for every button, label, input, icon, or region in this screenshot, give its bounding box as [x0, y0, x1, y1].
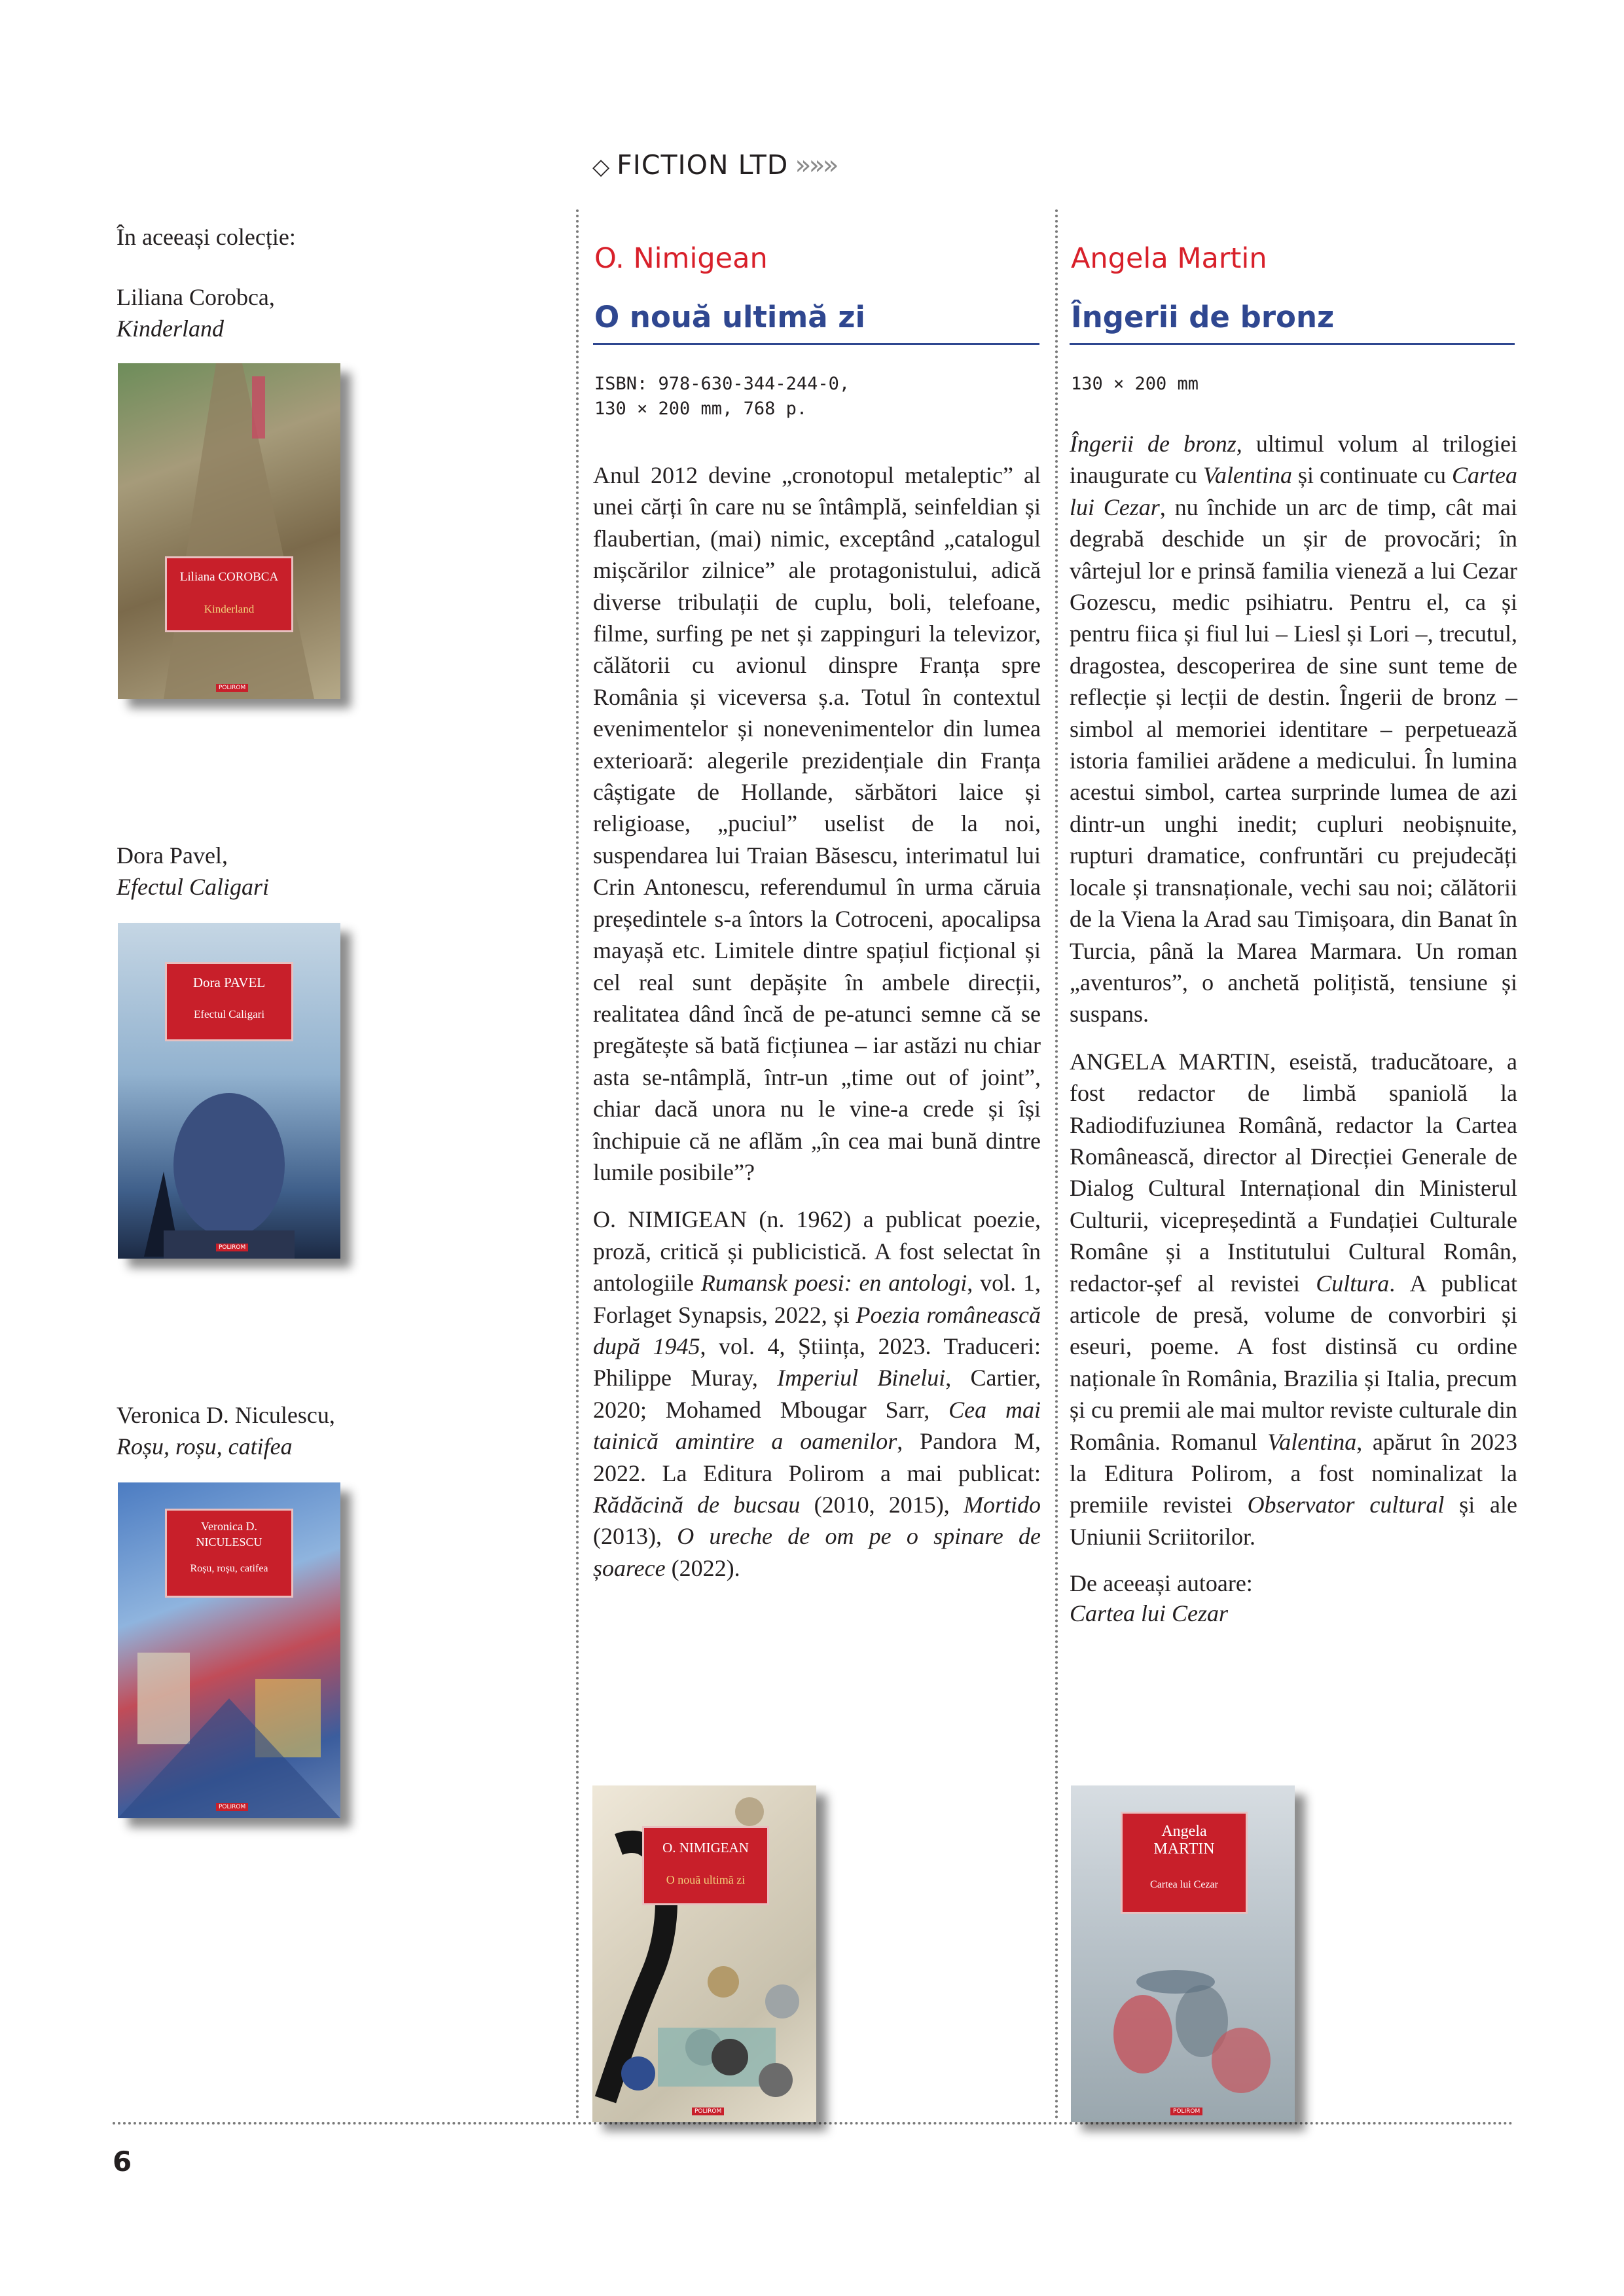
polirom-logo: POLIROM	[216, 1803, 248, 1811]
book-1-bio: O. NIMIGEAN (n. 1962) a publicat poezie, proză, critică și publicistică. A fost selectat în antologiile Rumansk poesi: en antologi, vol. 1, Forlaget Synapsis, 2022, și Poezia românească după 1945, vol. 4, Știința, 2023. Traduceri: Philippe Muray, Imperiul Binelui, Cartier, 2020; Mohamed Mbougar Sarr, Cea mai tainică amintire a oamenilor, Pandora M, 2022. La Editura Polirom a mai publicat: Rădăcină de bucsau (2010, 2015), Mortido (2013), O ureche de om pe o spinare de șoarece (2022).	[593, 1206, 1041, 1581]
sidebar-book-1-label	[117, 281, 385, 344]
book-1-title: O nouă ultimă zi	[594, 300, 865, 334]
sidebar-book-3-author: Veronica D. Niculescu,	[117, 1402, 335, 1428]
book-1-cover[interactable]	[592, 1785, 816, 2122]
sidebar-book-3-label	[117, 1399, 385, 1462]
book-1-author: O. Nimigean	[594, 242, 768, 275]
book-2-bio: ANGELA MARTIN, eseistă, traducătoare, a fost redactor de limbă spaniolă la Radiodifuziunea Română, redactor la Cartea Românească, director al Direcției Generale de Dialog Cultural Internațional din Ministerul Culturii, vicepreședintă a Fundației Culturale Române și a Institutului Cultural Român, redactor-șef al revistei Cultura. A publicat articole de presă, volume de convorbiri și eseuri, poeme. A fost distinsă cu ordine naționale în România, Brazilia și Italia, precum și cu premii ale mai multor reviste culturale din România. Romanul Valentina, apărut în 2023 la Editura Polirom, a fost nominalizat la premiile revistei Observator cultural și ale Uniunii Scriitorilor.	[1070, 1048, 1518, 1550]
footer-rule	[113, 2122, 1513, 2125]
polirom-logo: POLIROM	[216, 1244, 248, 1251]
polirom-logo: POLIROM	[216, 684, 248, 692]
sidebar-book-3-title: Roșu, roșu, catifea	[117, 1433, 293, 1460]
book-2-format: 130 × 200 mm	[1071, 374, 1199, 394]
collection-heading: În aceeași colecție:	[117, 224, 296, 250]
book-2-title-rule	[1070, 343, 1515, 345]
column-divider-left	[576, 209, 579, 2121]
sidebar-book-1-cover[interactable]	[118, 363, 340, 699]
sidebar-book-2-cover-label: Dora PAVEL Efectul Caligari	[165, 962, 293, 1041]
book-2-description: Îngerii de bronz, ultimul volum al trilogiei inaugurate cu Valentina și continuate cu Cartea lui Cezar, nu închide un arc de timp, cât mai degrabă deschide un șir de provocări; în vârtejul lor e prinsă familia vieneză a lui Cezar Gozescu, medic psihiatru. Pentru el, ca și pentru fiica și fiul lui – Liesl și Lori –, trecutul, dragostea, descoperirea de sine sunt teme de reflecție și lecții de destin. Îngerii de bronz – simbol al memoriei identitare – perpetuează istoria familiei arădene a medicului. În lumina acestui simbol, cartea surprinde lumea de azi dintr-un unghi inedit; cupluri neobișnuite, rupturi dramatice, confruntări cu prejudecăți locale și transnaționale, vechi sau noi; călătorii de la Viena la Arad sau Timișoara, din Banat în Turcia, până la Marea Marmara. Un roman „aventuros”, o anchetă polițistă, tensiune și suspans.	[1070, 431, 1518, 1028]
diamond-icon: ◇	[592, 154, 611, 180]
sidebar-book-3-cover[interactable]	[118, 1482, 340, 1818]
book-2-cover-label: Angela MARTIN Cartea lui Cezar	[1121, 1812, 1248, 1914]
book-2-author: Angela Martin	[1071, 242, 1267, 275]
sidebar-book-1-title: Kinderland	[117, 315, 225, 342]
sidebar-book-2-label	[117, 840, 385, 903]
series-header	[592, 149, 837, 181]
sidebar-book-2-title: Efectul Caligari	[117, 874, 269, 900]
series-name: FICTION LTD	[617, 149, 789, 181]
book-1-isbn: ISBN: 978-630-344-244-0, 130 × 200 mm, 768 p.	[594, 374, 850, 419]
page-number: 6	[113, 2145, 132, 2178]
polirom-logo: POLIROM	[1170, 2108, 1202, 2115]
book-1-text	[593, 459, 1041, 1600]
sidebar-book-2-author: Dora Pavel,	[117, 842, 228, 869]
sidebar-book-1-cover-label: Liliana COROBCA Kinderland	[165, 556, 293, 632]
book-2-text	[1070, 428, 1517, 1644]
book-2-also-by: De aceeași autoare: Cartea lui Cezar	[1070, 1570, 1253, 1627]
sidebar-book-1-author: Liliana Corobca,	[117, 284, 275, 310]
book-1-description: Anul 2012 devine „cronotopul metaleptic” al unei cărți în care nu se întâmplă, seinfeldian și flaubertian, (mai) nimic, exceptând „catalogul mișcărilor zilnice” ale protagonistului, adică diverse tribulații de cuplu, boli, telefoane, filme, surfing pe net și zappinguri la televizor, călătorii cu avionul dinspre Franța spre România și viceversa ș.a. Totul în contextul evenimentelor și nonevenimentelor din lumea exterioară: alegerile prezidențiale din Franța câștigate de Hollande, sărbători laice și religioase, „puciul” uselist de la noi, suspendarea lui Traian Băsescu, interimatul lui Crin Antonescu, referendumul în urma căruia președintele s-a întors la Cotroceni, apocalipsa mayașă etc. Limitele dintre spațiul ficțional și cel real sunt depășite în ambele direcții, realitatea dând încă de pe-atunci semne că se pregătește să bată ficțiunea – iar astăzi nu chiar asta se-ntâmplă, într-un „time out of joint”, chiar dacă unora nu le vine-a crede și își închipuie că ne aflăm „în cea mai bună dintre lumile posibile”?	[593, 462, 1041, 1185]
road-image	[118, 363, 340, 699]
book-1-cover-label: O. NIMIGEAN O nouă ultimă zi	[642, 1826, 769, 1905]
sidebar-book-3-cover-label: Veronica D. NICULESCU Roșu, roșu, catifea	[165, 1509, 293, 1598]
book-1-title-rule	[593, 343, 1039, 345]
book-2-cover[interactable]	[1071, 1785, 1295, 2122]
column-divider-right	[1055, 209, 1058, 2121]
sidebar-book-2-cover[interactable]	[118, 923, 340, 1259]
series-arrows: »»»	[795, 149, 837, 181]
polirom-logo: POLIROM	[692, 2108, 724, 2115]
book-2-title: Îngerii de bronz	[1071, 300, 1335, 334]
